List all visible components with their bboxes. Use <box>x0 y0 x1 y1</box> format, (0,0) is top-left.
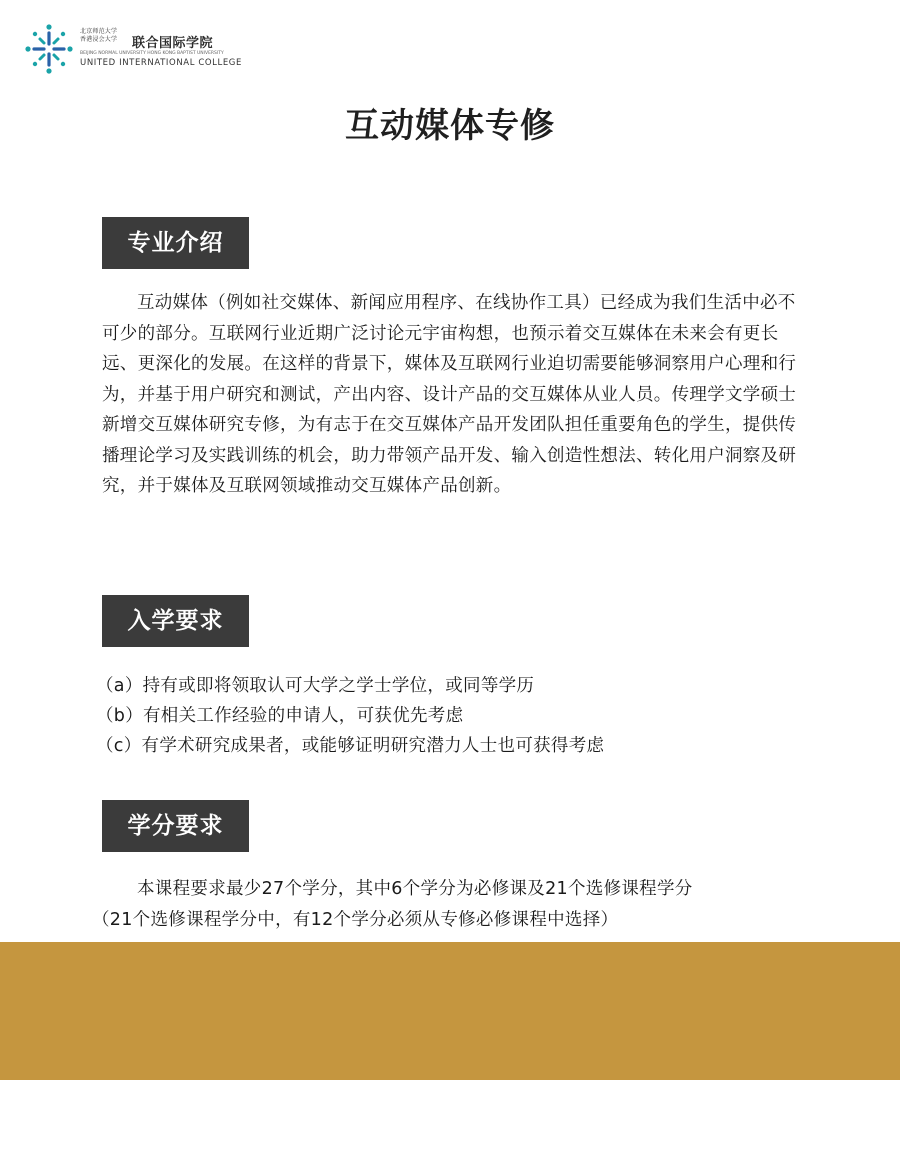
uic-emblem-icon <box>24 22 74 76</box>
admission-item-c: （c）有学术研究成果者，或能够证明研究潜力人士也可获得考虑 <box>96 736 605 756</box>
logo-text <box>80 28 242 68</box>
admission-item-b: （b）有相关工作经验的申请人，可获优先考虑 <box>96 706 464 726</box>
intro-heading: 专业介绍 <box>102 217 249 269</box>
admission-list <box>96 671 796 761</box>
college-logo <box>24 22 242 76</box>
logo-english-name: UNITED INTERNATIONAL COLLEGE <box>80 58 242 68</box>
admission-heading: 入学要求 <box>102 595 249 647</box>
gold-footer-band <box>0 942 900 1080</box>
credits-body <box>92 874 822 935</box>
page-title: 互动媒体专修 <box>345 106 555 146</box>
credits-heading: 学分要求 <box>102 800 249 852</box>
intro-body <box>102 288 802 502</box>
credits-line-2: （21个选修课程学分中，有12个学分必须从专修必修课程中选择） <box>92 909 619 930</box>
intro-paragraph: 互动媒体（例如社交媒体、新闻应用程序、在线协作工具）已经成为我们生活中必不可少的部分。互联网行业近期广泛讨论元宇宙构想，也预示着交互媒体在未来会有更长远、更深化的发展。在这样的背景下，媒体及互联网行业迫切需要能够洞察用户心理和行为，并基于用户研究和测试，产出内容、设计产品的交互媒体从业人员。传理学文学硕士新增交互媒体研究专修，为有志于在交互媒体产品开发团队担任重要角色的学生，提供传播理论学习及实践训练的机会，助力带领产品开发、输入创造性想法、转化用户洞察及研究，并于媒体及互联网领域推动交互媒体产品创新。 <box>102 293 797 496</box>
logo-partner-line-2: 香港浸会大学 <box>80 36 118 43</box>
logo-universities-line: BEIJING NORMAL UNIVERSITY HONG KONG BAPTIST UNIVERSITY <box>80 51 224 56</box>
credits-line-1: 本课程要求最少27个学分，其中6个学分为必修课及21个选修课程学分 <box>137 879 693 899</box>
admission-body <box>96 671 796 761</box>
logo-partner-line-1: 北京师范大学 <box>80 28 118 35</box>
admission-item-a: （a）持有或即将领取认可大学之学士学位，或同等学历 <box>96 676 535 696</box>
logo-chinese-name: 联合国际学院 <box>132 36 214 51</box>
